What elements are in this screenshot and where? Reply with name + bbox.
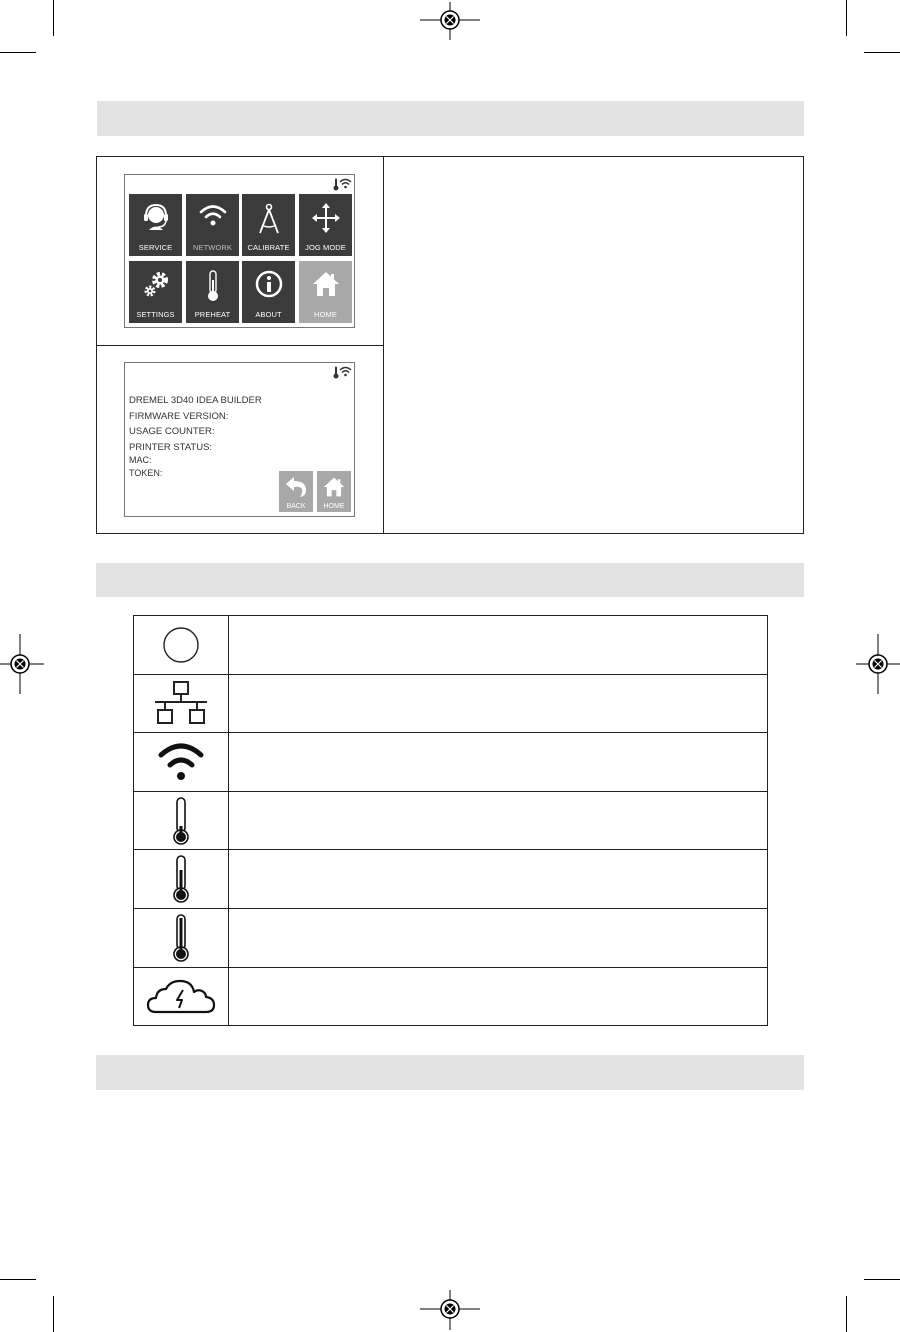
back-arrow-icon <box>284 476 308 498</box>
headset-icon <box>143 203 169 231</box>
jog-mode-button[interactable] <box>299 194 352 256</box>
status-icon-table <box>133 615 768 1026</box>
registration-mark-icon <box>0 634 44 694</box>
registration-mark-icon <box>420 1290 480 1332</box>
home-icon <box>322 476 346 498</box>
icon-cell <box>134 616 229 674</box>
tile-label: CALIBRATE <box>247 243 290 252</box>
token-label: TOKEN: <box>129 468 163 478</box>
icon-cell <box>134 968 229 1025</box>
table-row <box>134 792 767 850</box>
usage-counter-label: USAGE COUNTER: <box>129 426 215 437</box>
table-row <box>134 616 767 675</box>
printer-model-text: DREMEL 3D40 IDEA BUILDER <box>129 395 262 406</box>
crop-mark <box>0 1279 36 1280</box>
circle-outline-icon <box>162 626 200 664</box>
wifi-icon <box>199 203 227 227</box>
crop-mark <box>846 1296 847 1332</box>
preheat-button[interactable] <box>186 261 239 323</box>
table-row <box>134 733 767 792</box>
thermometer-icon <box>206 270 220 302</box>
registration-mark-icon <box>856 634 900 694</box>
section-header-bar <box>96 1055 804 1090</box>
tile-label: PREHEAT <box>194 310 231 319</box>
printer-status-label: PRINTER STATUS: <box>129 442 213 453</box>
crop-mark <box>864 52 900 53</box>
home-button[interactable] <box>299 261 352 323</box>
icon-cell <box>134 792 229 849</box>
firmware-version-label: FIRMWARE VERSION: <box>129 411 229 422</box>
frame-divider <box>96 345 384 346</box>
network-button[interactable] <box>186 194 239 256</box>
status-wifi-icon <box>339 366 352 377</box>
info-icon <box>255 270 283 298</box>
tile-label: JOG MODE <box>305 243 346 252</box>
tile-label: ABOUT <box>255 310 282 319</box>
compass-icon <box>257 203 281 235</box>
thermometer-high-icon <box>171 913 191 963</box>
thermometer-low-icon <box>171 796 191 846</box>
home-icon <box>311 270 341 298</box>
service-button[interactable] <box>129 194 182 256</box>
crop-mark <box>53 1296 54 1332</box>
table-row <box>134 675 767 733</box>
tile-label: NETWORK <box>192 243 233 252</box>
icon-cell <box>134 675 229 732</box>
about-screen <box>124 362 355 517</box>
calibrate-button[interactable] <box>242 194 295 256</box>
back-label: BACK <box>286 503 306 510</box>
tile-label: SETTINGS <box>136 310 175 319</box>
crop-mark <box>864 1279 900 1280</box>
tile-label: SERVICE <box>138 243 173 252</box>
thermometer-medium-icon <box>171 854 191 904</box>
cloud-lightning-icon <box>146 978 216 1016</box>
table-row <box>134 968 767 1025</box>
home-button[interactable] <box>317 471 351 512</box>
gears-icon <box>142 270 170 298</box>
wifi-icon <box>158 741 204 783</box>
home-label: HOME <box>323 503 345 510</box>
icon-cell <box>134 733 229 791</box>
status-wifi-icon <box>339 178 352 189</box>
crop-mark <box>846 0 847 36</box>
icon-cell <box>134 850 229 908</box>
section-header-bar <box>96 563 804 597</box>
crop-mark <box>53 0 54 36</box>
settings-button[interactable] <box>129 261 182 323</box>
main-menu-screen <box>124 174 355 328</box>
mac-label: MAC: <box>129 455 152 465</box>
icon-cell <box>134 909 229 967</box>
table-row <box>134 850 767 909</box>
crop-mark <box>0 52 36 53</box>
move-arrows-icon <box>312 203 340 233</box>
table-row <box>134 909 767 968</box>
back-button[interactable] <box>279 471 313 512</box>
wired-network-icon <box>154 680 208 728</box>
about-button[interactable] <box>242 261 295 323</box>
section-header-bar <box>97 101 804 136</box>
tile-label: HOME <box>314 310 337 319</box>
registration-mark-icon <box>420 0 480 42</box>
